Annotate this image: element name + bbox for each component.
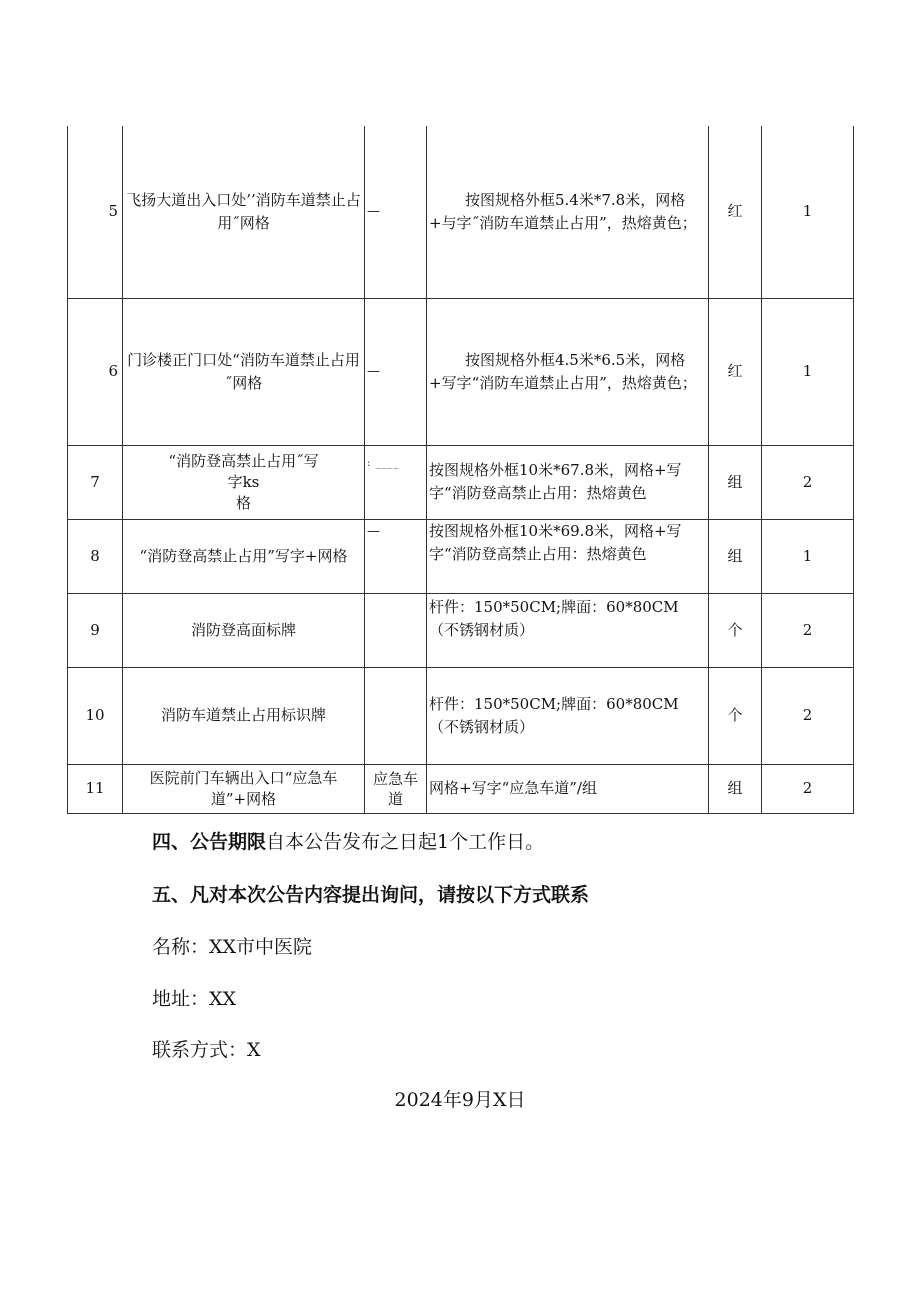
section-5-heading: 五、凡对本次公告内容提出询问，请按以下方式联系 bbox=[152, 884, 590, 906]
item-unit: 组 bbox=[709, 764, 762, 813]
table-row bbox=[68, 445, 854, 519]
row-number: 6 bbox=[68, 298, 123, 445]
contact-phone: 联系方式：X bbox=[152, 1039, 261, 1061]
row-number: 7 bbox=[68, 445, 123, 519]
item-extra: — bbox=[365, 298, 427, 445]
item-name: “消防登高禁止占用”写字+网格 bbox=[123, 519, 365, 593]
item-extra: — bbox=[365, 126, 427, 298]
item-spec: 按图规格外框10米*69.8米，网格+写字“消防登高禁止占用：热熔黄色 bbox=[427, 519, 709, 593]
table-row bbox=[68, 298, 854, 445]
item-name-line: 格 bbox=[235, 493, 251, 512]
item-unit: 组 bbox=[709, 445, 762, 519]
item-spec-text: 按图规格外框4.5米*6.5米，网格+写字“消防车道禁止占用”，热熔黄色； bbox=[429, 350, 697, 392]
item-name: 医院前门车辆出入口“应急车道”+网格 bbox=[123, 764, 365, 813]
item-spec: 杆件：150*50CM;牌面：60*80CM（不锈钢材质） bbox=[427, 667, 709, 764]
row-number: 10 bbox=[68, 667, 123, 764]
item-extra-text: : ____ bbox=[367, 457, 400, 469]
item-extra bbox=[365, 593, 427, 667]
section-contact-heading bbox=[152, 880, 589, 907]
item-unit: 个 bbox=[709, 667, 762, 764]
section-4-heading: 四、公告期限 bbox=[152, 831, 267, 853]
item-name: 飞扬大道出入口处’’消防车道禁止占用˝网格 bbox=[123, 126, 365, 298]
item-spec: 杆件：150*50CM;牌面：60*80CM（不锈钢材质） bbox=[427, 593, 709, 667]
item-qty: 2 bbox=[762, 764, 854, 813]
item-spec-text: 按图规格外框5.4米*7.8米，网格+与字˝消防车道禁止占用”，热熔黄色； bbox=[429, 190, 697, 232]
table-row bbox=[68, 667, 854, 764]
item-name: 门诊楼正门口处“消防车道禁止占用˝网格 bbox=[123, 298, 365, 445]
document-date: 2024年9月X日 bbox=[394, 1089, 526, 1111]
item-color: 红 bbox=[709, 126, 762, 298]
item-name-line: “消防登高禁止占用˝写 bbox=[168, 451, 319, 470]
item-qty: 2 bbox=[762, 667, 854, 764]
items-table bbox=[67, 126, 854, 814]
item-qty: 1 bbox=[762, 519, 854, 593]
item-spec: 网格+写字“应急车道”/组 bbox=[427, 764, 709, 813]
item-qty: 1 bbox=[762, 298, 854, 445]
item-extra: 应急车道 bbox=[365, 764, 427, 813]
item-name-line: 字ks bbox=[227, 472, 260, 491]
item-name: 消防车道禁止占用标识牌 bbox=[123, 667, 365, 764]
item-spec bbox=[427, 298, 709, 445]
item-qty: 2 bbox=[762, 445, 854, 519]
item-name: 消防登高面标牌 bbox=[123, 593, 365, 667]
table-row bbox=[68, 126, 854, 298]
item-extra bbox=[365, 667, 427, 764]
section-announcement-period bbox=[152, 827, 544, 854]
row-number: 9 bbox=[68, 593, 123, 667]
section-4-text: 自本公告发布之日起1个工作日。 bbox=[266, 831, 545, 853]
contact-name: 名称：XX市中医院 bbox=[152, 936, 313, 958]
item-name bbox=[123, 445, 365, 519]
row-number: 11 bbox=[68, 764, 123, 813]
table-row bbox=[68, 519, 854, 593]
table-row bbox=[68, 764, 854, 813]
item-spec: 按图规格外框10米*67.8米，网格+写字“消防登高禁止占用：热熔黄色 bbox=[427, 445, 709, 519]
item-unit: 组 bbox=[709, 519, 762, 593]
item-spec bbox=[427, 126, 709, 298]
item-color: 红 bbox=[709, 298, 762, 445]
item-qty: 2 bbox=[762, 593, 854, 667]
table-row bbox=[68, 593, 854, 667]
row-number: 5 bbox=[68, 126, 123, 298]
row-number: 8 bbox=[68, 519, 123, 593]
item-extra: — bbox=[365, 519, 427, 593]
item-qty: 1 bbox=[762, 126, 854, 298]
contact-address: 地址：XX bbox=[152, 988, 237, 1010]
item-unit: 个 bbox=[709, 593, 762, 667]
item-extra bbox=[365, 445, 427, 519]
